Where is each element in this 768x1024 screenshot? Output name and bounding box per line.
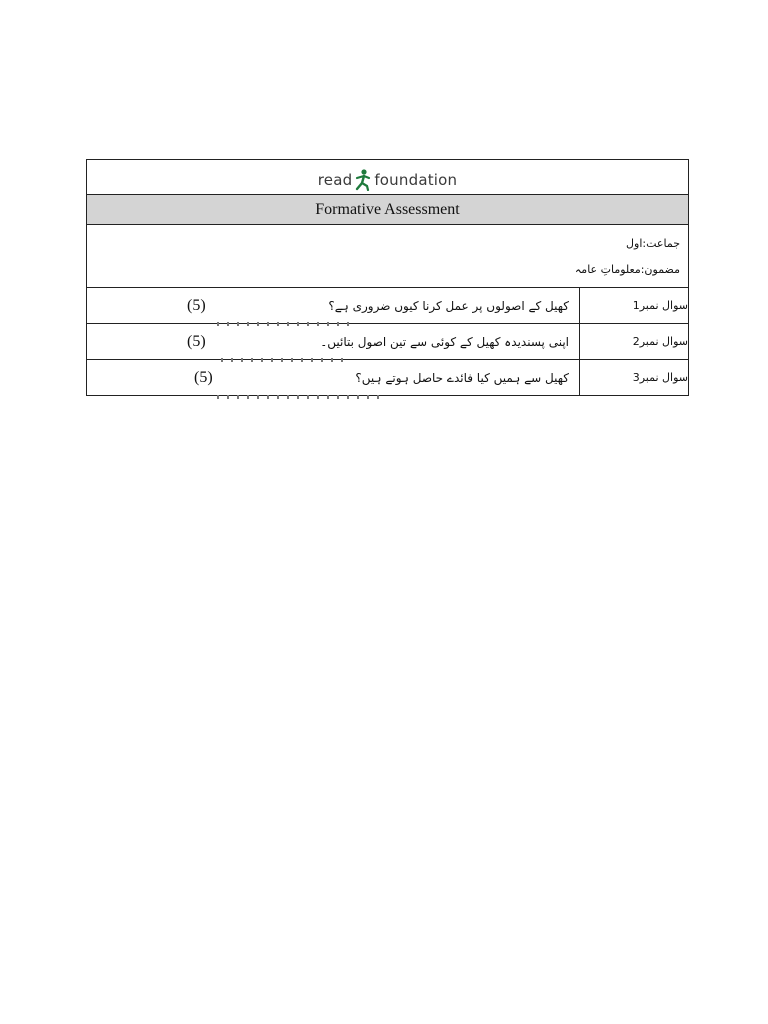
question-number-label: سوال نمبر1 (579, 288, 688, 323)
question-text: کھیل سے ہمیں کیا فائدے حاصل ہوتے ہیں؟ (355, 370, 569, 385)
info-block (87, 225, 688, 288)
question-body (87, 324, 579, 359)
running-figure-icon (354, 169, 372, 191)
logo-word-foundation: foundation (374, 171, 458, 189)
question-number-label: سوال نمبر3 (579, 360, 688, 395)
question-row-2 (87, 324, 688, 360)
class-label: جماعت:اول (626, 237, 680, 250)
question-body (87, 360, 579, 395)
question-marks: (5) (187, 296, 206, 314)
question-text: اپنی پسندیدہ کھیل کے کوئی سے تین اصول بتائیں۔ (320, 334, 569, 349)
assessment-sheet (86, 159, 689, 396)
question-number-label: سوال نمبر2 (579, 324, 688, 359)
question-row-1 (87, 288, 688, 324)
question-body (87, 288, 579, 323)
logo-row (87, 160, 688, 195)
underline-mark (217, 395, 383, 399)
question-marks: (5) (187, 332, 206, 350)
logo-word-read: read (317, 171, 353, 189)
read-foundation-logo (318, 169, 458, 191)
page-title: Formative Assessment (87, 195, 688, 225)
subject-label: مضمون:معلوماتِ عامہ (574, 263, 680, 276)
question-marks: (5) (194, 368, 213, 386)
question-text: کھیل کے اصولوں پر عمل کرنا کیوں ضروری ہے؟ (328, 298, 569, 313)
question-row-3 (87, 360, 688, 395)
